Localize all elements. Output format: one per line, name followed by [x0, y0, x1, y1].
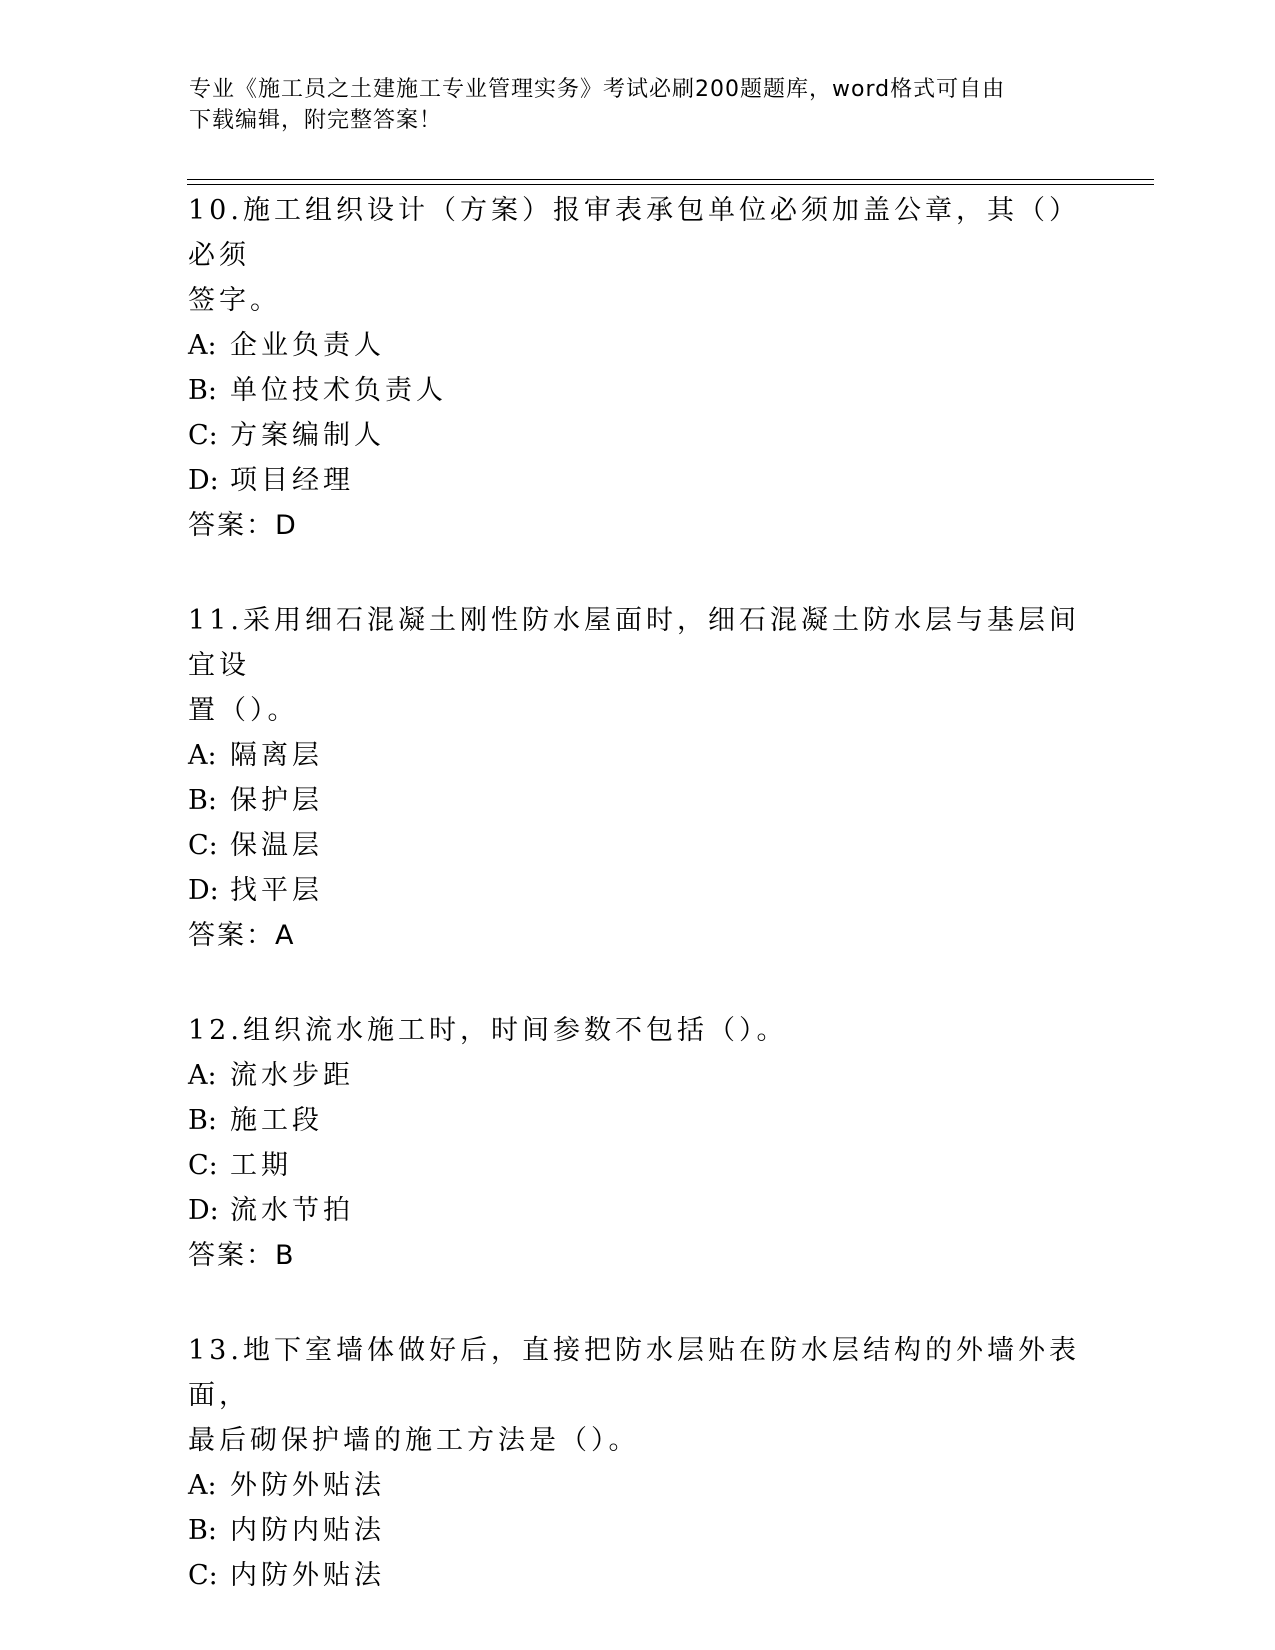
answer-line: 答案：B — [188, 1240, 296, 1271]
option-text: 工期 — [230, 1150, 292, 1181]
option-b — [188, 778, 1088, 823]
option-letter: A: — [188, 1060, 217, 1091]
header-divider-bottom — [187, 184, 1154, 185]
option-text: 流水步距 — [230, 1060, 354, 1091]
option-text: 外防外贴法 — [230, 1470, 385, 1501]
option-a — [188, 1463, 1088, 1508]
option-c — [188, 413, 1088, 458]
option-a — [188, 733, 1088, 778]
option-c — [188, 1553, 1088, 1598]
option-a — [188, 1053, 1088, 1098]
option-letter: D: — [188, 465, 219, 496]
option-text: 企业负责人 — [230, 330, 385, 361]
header-line-1: 专业《施工员之土建施工专业管理实务》考试必刷200题题库，word格式可自由 — [189, 77, 1006, 102]
option-letter: A: — [188, 1470, 217, 1501]
answer-line: 答案：A — [188, 920, 296, 951]
option-text: 项目经理 — [230, 465, 354, 496]
question-stem-line: 13.地下室墙体做好后，直接把防水层贴在防水层结构的外墙外表面， — [188, 1335, 1080, 1411]
question-stem-line: 10.施工组织设计（方案）报审表承包单位必须加盖公章，其（）必须 — [188, 195, 1080, 271]
option-c — [188, 823, 1088, 868]
option-b — [188, 1508, 1088, 1553]
question-10 — [188, 188, 1088, 548]
option-text: 单位技术负责人 — [230, 375, 447, 406]
option-letter: C: — [188, 1150, 218, 1181]
option-letter: A: — [188, 330, 217, 361]
question-stem-line: 11.采用细石混凝土刚性防水屋面时，细石混凝土防水层与基层间宜设 — [188, 605, 1080, 681]
option-letter: C: — [188, 420, 218, 451]
option-text: 内防外贴法 — [230, 1560, 385, 1591]
answer-line: 答案：D — [188, 510, 298, 541]
option-text: 保温层 — [230, 830, 323, 861]
option-letter: B: — [188, 1105, 217, 1136]
option-d — [188, 458, 1088, 503]
option-letter: C: — [188, 1560, 218, 1591]
option-letter: A: — [188, 740, 217, 771]
option-d — [188, 1188, 1088, 1233]
option-b — [188, 368, 1088, 413]
option-d — [188, 868, 1088, 913]
option-text: 保护层 — [230, 785, 323, 816]
option-text: 内防内贴法 — [230, 1515, 385, 1546]
option-text: 施工段 — [230, 1105, 323, 1136]
option-letter: B: — [188, 375, 217, 406]
question-11 — [188, 598, 1088, 958]
question-stem-line: 置（）。 — [188, 695, 299, 726]
option-text: 找平层 — [230, 875, 323, 906]
question-stem-line: 最后砌保护墙的施工方法是（）。 — [188, 1425, 640, 1456]
question-stem-line: 12.组织流水施工时，时间参数不包括（）。 — [188, 1015, 788, 1046]
question-stem-line: 签字。 — [188, 285, 281, 316]
option-letter: D: — [188, 1195, 219, 1226]
option-letter: B: — [188, 785, 217, 816]
option-letter: D: — [188, 875, 219, 906]
question-list — [188, 188, 1088, 1648]
option-c — [188, 1143, 1088, 1188]
option-text: 隔离层 — [230, 740, 323, 771]
option-letter: C: — [188, 830, 218, 861]
document-header — [189, 74, 1069, 136]
question-13 — [188, 1328, 1088, 1598]
option-text: 流水节拍 — [230, 1195, 354, 1226]
header-divider-top — [187, 179, 1154, 180]
question-12 — [188, 1008, 1088, 1278]
header-line-2: 下载编辑，附完整答案！ — [189, 108, 443, 133]
option-text: 方案编制人 — [230, 420, 385, 451]
option-a — [188, 323, 1088, 368]
option-b — [188, 1098, 1088, 1143]
option-letter: B: — [188, 1515, 217, 1546]
